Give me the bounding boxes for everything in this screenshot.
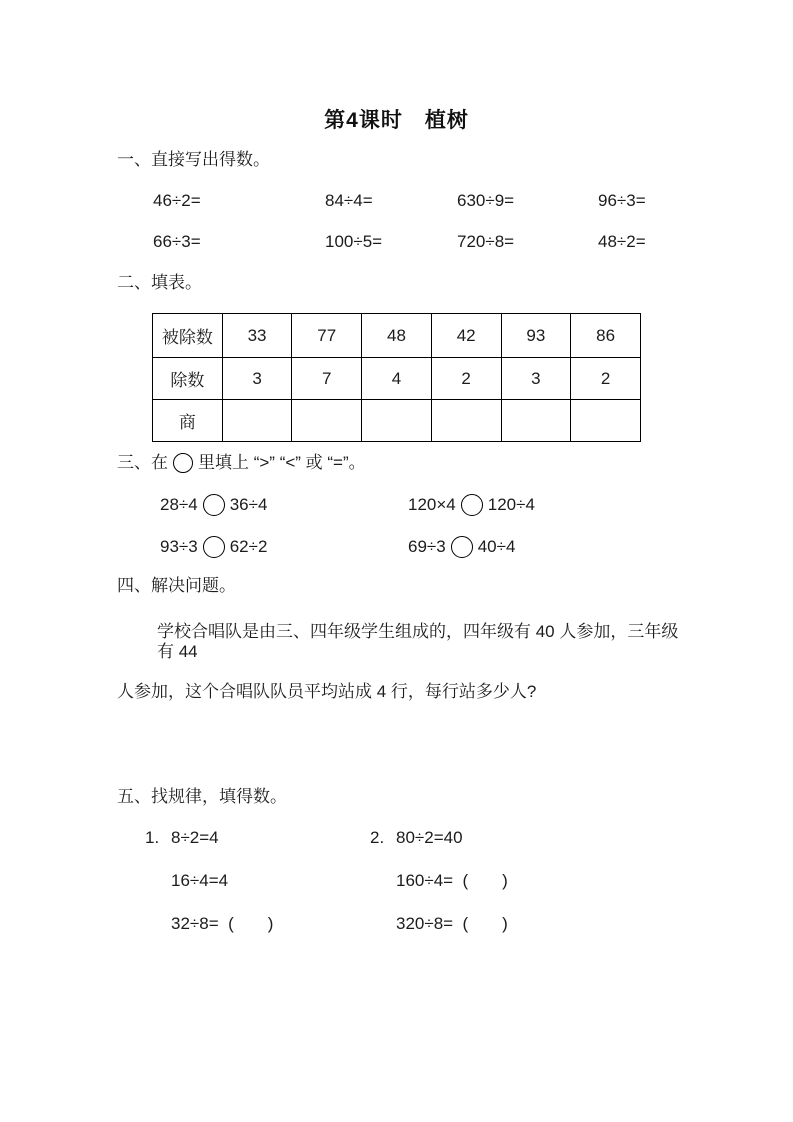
left-expression: 28÷4: [160, 495, 198, 514]
table-cell-blank: [362, 400, 432, 442]
table-row-header: 除数: [153, 358, 223, 400]
table-row-dividend: [153, 314, 641, 358]
right-expression: 40÷4: [477, 537, 516, 556]
comparison-item: [408, 535, 515, 559]
division-problem: 48÷2=: [598, 232, 646, 251]
section1-row2: [153, 232, 698, 252]
comparison-row1: [160, 493, 720, 517]
section1-heading: 一、直接写出得数。: [117, 150, 270, 169]
division-problem: 100÷5=: [325, 232, 383, 251]
item-number: 1.: [145, 828, 160, 847]
section5-heading: 五、找规律，填得数。: [117, 787, 287, 806]
answer-circle: [203, 494, 225, 516]
item-number: 2.: [370, 828, 385, 847]
comparison-item: [160, 535, 267, 559]
circle-symbol: [173, 453, 193, 473]
right-expression: 120÷4: [487, 495, 535, 514]
answer-circle: [203, 536, 225, 558]
pattern-equation: 32÷8= ( ): [171, 914, 274, 933]
table-cell-blank: [571, 400, 641, 442]
pattern-equation: 160÷4= ( ): [396, 871, 508, 890]
table-cell: 48: [362, 314, 432, 358]
table-row-header: 被除数: [153, 314, 223, 358]
left-expression: 69÷3: [408, 537, 446, 556]
pattern-line: [370, 828, 508, 848]
table-cell: 77: [292, 314, 362, 358]
pattern-line: [145, 828, 273, 848]
table-row-quotient: [153, 400, 641, 442]
right-expression: 62÷2: [229, 537, 268, 556]
table-cell-blank: [222, 400, 292, 442]
division-problem: 96÷3=: [598, 191, 646, 210]
pattern-equation: 320÷8= ( ): [396, 914, 508, 933]
table-cell: 2: [571, 358, 641, 400]
division-problem: 720÷8=: [457, 232, 515, 251]
section3-heading-suffix: 里填上 “>” “<” 或 “=”。: [198, 453, 366, 472]
table-cell: 3: [501, 358, 571, 400]
answer-circle: [451, 536, 473, 558]
comparison-item: [160, 493, 267, 517]
table-cell: 4: [362, 358, 432, 400]
fill-table: [152, 313, 641, 442]
comparison-item: [408, 493, 535, 517]
division-problem: 84÷4=: [325, 191, 373, 210]
comparison-row2: [160, 535, 720, 559]
pattern-equation: 80÷2=40: [396, 828, 463, 847]
table-cell-blank: [501, 400, 571, 442]
table-row-divisor: [153, 358, 641, 400]
table-cell: 93: [501, 314, 571, 358]
answer-circle: [461, 494, 483, 516]
word-problem-line: 人参加，这个合唱队队员平均站成 4 行，每行站多少人?: [117, 682, 537, 701]
pattern-equation: 16÷4=4: [171, 871, 229, 890]
table-cell-blank: [431, 400, 501, 442]
table-cell: 2: [431, 358, 501, 400]
table-cell: 86: [571, 314, 641, 358]
table-row-header: 商: [153, 400, 223, 442]
table-cell: 7: [292, 358, 362, 400]
section3-heading: [117, 453, 366, 473]
lesson-title: 第4课时 植树: [324, 109, 469, 132]
table-cell: 33: [222, 314, 292, 358]
division-problem: 66÷3=: [153, 232, 201, 251]
pattern-equation: 8÷2=4: [171, 828, 219, 847]
division-problem: 630÷9=: [457, 191, 515, 210]
section2-heading: 二、填表。: [117, 273, 202, 292]
pattern-line: [145, 914, 273, 934]
section1-row1: [153, 191, 698, 211]
pattern-line: [145, 871, 273, 891]
table-cell-blank: [292, 400, 362, 442]
left-expression: 93÷3: [160, 537, 198, 556]
pattern-line: [370, 914, 508, 934]
word-problem-line: 学校合唱队是由三、四年级学生组成的，四年级有 40 人参加，三年级有 44: [157, 622, 679, 661]
left-expression: 120×4: [408, 495, 456, 514]
pattern-group-1: [145, 828, 273, 957]
section3-heading-prefix: 三、在: [117, 453, 168, 472]
section4-heading: 四、解决问题。: [117, 576, 236, 595]
table-cell: 3: [222, 358, 292, 400]
pattern-line: [370, 871, 508, 891]
division-problem: 46÷2=: [153, 191, 201, 210]
pattern-group-2: [370, 828, 508, 957]
table-cell: 42: [431, 314, 501, 358]
word-problem: [117, 622, 683, 722]
right-expression: 36÷4: [229, 495, 268, 514]
